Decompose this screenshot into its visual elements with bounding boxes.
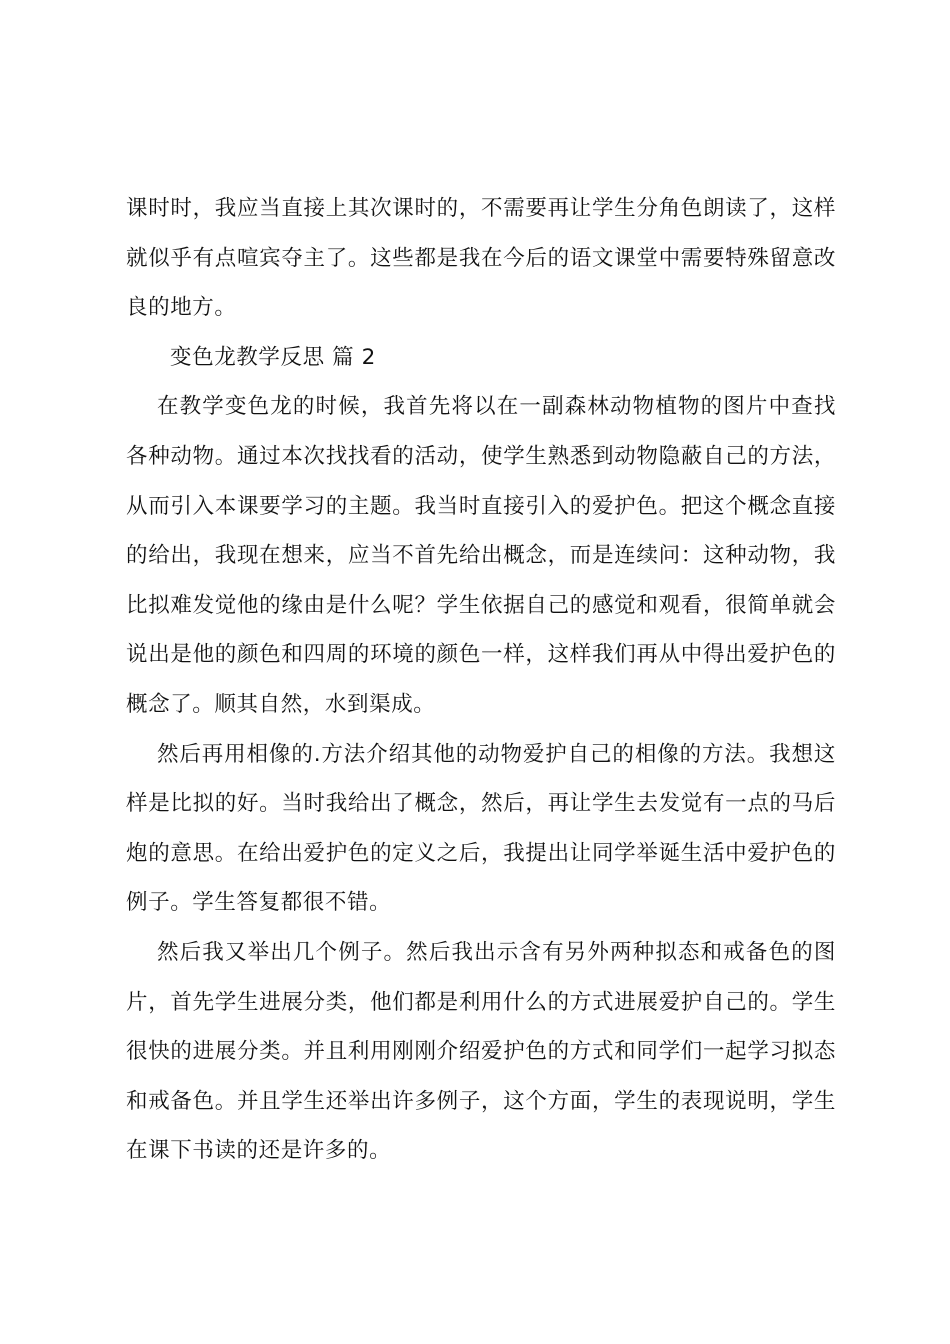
document-page bbox=[126, 184, 836, 1176]
section-heading: 变色龙教学反思 篇 2 bbox=[170, 344, 376, 370]
paragraph: 然后我又举出几个例子。然后我出示含有另外两种拟态和戒备色的图片，首先学生进展分类，他们都是利用什么的方式进展爱护自己的。学生很快的进展分类。并且利用刚刚介绍爱护色的方式和同学们一起学习拟态和戒备色。并且学生还举出许多例子，这个方面，学生的表现说明，学生在课下书读的还是许多的。 bbox=[126, 939, 836, 1164]
paragraph: 然后再用相像的.方法介绍其他的动物爱护自己的相像的方法。我想这样是比拟的好。当时我给出了概念，然后，再让学生去发觉有一点的马后炮的意思。在给出爱护色的定义之后，我提出让同学举诞生活中爱护色的例子。学生答复都很不错。 bbox=[126, 741, 836, 916]
paragraph: 在教学变色龙的时候，我首先将以在一副森林动物植物的图片中查找各种动物。通过本次找找看的活动，使学生熟悉到动物隐蔽自己的方法，从而引入本课要学习的主题。我当时直接引入的爱护色。把这个概念直接的给出，我现在想来，应当不首先给出概念，而是连续问：这种动物，我比拟难发觉他的缘由是什么呢？学生依据自己的感觉和观看，很简单就会说出是他的颜色和四周的环境的颜色一样，这样我们再从中得出爱护色的概念了。顺其自然，水到渠成。 bbox=[126, 394, 836, 717]
paragraph-continuation: 课时时，我应当直接上其次课时的，不需要再让学生分角色朗读了，这样就似乎有点喧宾夺主了。这些都是我在今后的语文课堂中需要特殊留意改良的地方。 bbox=[126, 196, 836, 321]
